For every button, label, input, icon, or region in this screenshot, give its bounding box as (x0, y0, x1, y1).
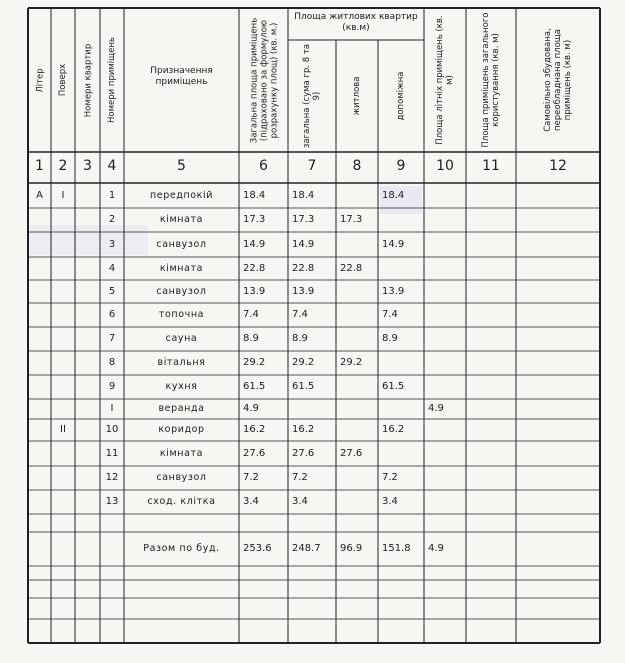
cell-aux: 61.5 (382, 381, 405, 392)
column-number: 4 (107, 158, 117, 174)
cell-name: коридор (158, 424, 205, 435)
cell-name: санвузол (156, 472, 207, 483)
cell-sum: 8.9 (292, 333, 308, 344)
cell-total: 22.8 (243, 262, 266, 274)
totals-aux: 151.8 (382, 543, 411, 554)
cell-total: 13.9 (243, 285, 266, 297)
cell-total: 14.9 (243, 238, 266, 250)
cell-name: санвузол (156, 238, 207, 250)
header-room-no: Номери приміщень (107, 37, 117, 123)
header-apartment-no: Номери квартир (82, 43, 93, 117)
cell-total: 18.4 (243, 189, 266, 201)
cell-total: 27.6 (243, 447, 266, 459)
column-number: 6 (259, 158, 268, 174)
header-liter: Літер (34, 67, 45, 93)
cell-sum: 7.2 (292, 472, 308, 483)
cell-sum: 61.5 (292, 381, 315, 392)
cell-name: кімната (159, 214, 204, 225)
cell-aux: 13.9 (382, 285, 405, 297)
column-number: 2 (58, 158, 68, 174)
cell-name: передпокій (149, 189, 214, 201)
header-unauthorized: Самовільно збудована, переобладнана площа приміщень (кв. м) (543, 28, 573, 132)
cell-liter: А (36, 189, 43, 201)
cell-aux: 7.4 (382, 309, 398, 320)
header-auxiliary: допоміжна (396, 71, 406, 121)
cell-sum: 22.8 (292, 262, 315, 274)
header-purpose: Призначення приміщень (150, 66, 213, 87)
cell-living: 27.6 (340, 447, 363, 459)
header-floor: Поверх (58, 63, 68, 97)
cell-room: 12 (105, 472, 119, 483)
header-living: житлова (352, 76, 362, 116)
cell-name: сход. клітка (147, 496, 216, 507)
cell-room: І (110, 403, 114, 414)
cell-name: санвузол (156, 285, 207, 297)
totals-summer: 4.9 (428, 543, 444, 554)
cell-total: 16.2 (243, 424, 266, 435)
cell-living: 17.3 (340, 214, 363, 225)
header-total-area: Загальна площа приміщень (підраховано за формулою розрахунку площ) (кв. м.) (248, 17, 279, 143)
cell-sum: 16.2 (292, 424, 315, 435)
header-total-sum: загальна (сума гр. 8 та 9) (302, 43, 322, 149)
cell-total: 7.4 (243, 309, 259, 320)
cell-sum: 14.9 (292, 238, 315, 250)
totals-label: Разом по буд. (143, 543, 220, 554)
header-summer: Площа літніх приміщень (кв. м) (435, 15, 455, 145)
cell-aux: 3.4 (382, 496, 398, 507)
cell-total: 61.5 (243, 381, 266, 392)
column-number: 8 (352, 158, 362, 174)
cell-total: 3.4 (243, 496, 259, 507)
header-living-group: Площа житлових квартир (кв.м) (294, 12, 418, 33)
cell-floor: ІІ (60, 424, 66, 435)
cell-room: 3 (108, 238, 116, 250)
cell-total: 17.3 (243, 214, 266, 225)
cell-room: 2 (108, 214, 116, 225)
cell-total: 29.2 (243, 357, 266, 368)
totals-sum: 248.7 (292, 543, 321, 554)
column-number: 12 (549, 158, 567, 174)
cell-name: кімната (159, 262, 204, 274)
cell-living: 22.8 (340, 262, 363, 274)
cell-sum: 27.6 (292, 447, 315, 459)
cell-total: 4.9 (243, 403, 259, 414)
column-number: 10 (436, 158, 454, 174)
cell-room: 5 (108, 285, 116, 297)
cell-room: 6 (108, 309, 116, 320)
cell-sum: 17.3 (292, 214, 315, 225)
cell-aux: 7.2 (382, 472, 398, 483)
column-number: 1 (35, 158, 44, 174)
cell-room: 7 (108, 333, 116, 344)
column-number: 9 (396, 158, 406, 174)
cell-room: 8 (108, 357, 116, 368)
cell-sum: 7.4 (292, 309, 308, 320)
column-number: 5 (177, 158, 186, 174)
cell-aux: 16.2 (382, 424, 405, 435)
cell-name: топочна (158, 309, 205, 320)
column-number: 7 (307, 158, 317, 174)
cell-floor: І (61, 189, 65, 201)
totals-living: 96.9 (340, 543, 363, 554)
header-common: Площа приміщень загального користування (кв. м) (481, 12, 501, 148)
cell-sum: 18.4 (292, 189, 315, 201)
cell-aux: 18.4 (382, 189, 405, 201)
cell-room: 13 (105, 496, 119, 507)
cell-sum: 29.2 (292, 357, 315, 368)
cell-name: вітальня (157, 357, 206, 368)
cell-total: 7.2 (243, 472, 259, 483)
cell-sum: 13.9 (292, 285, 315, 297)
cell-room: 1 (108, 189, 116, 201)
cell-room: 4 (108, 262, 116, 274)
cell-name: сауна (165, 333, 198, 344)
cell-summer: 4.9 (428, 403, 444, 414)
cell-total: 8.9 (243, 333, 259, 344)
column-number: 11 (482, 158, 500, 174)
cell-sum: 3.4 (292, 496, 308, 507)
cell-aux: 8.9 (382, 333, 398, 344)
cell-aux: 14.9 (382, 238, 405, 250)
cell-name: кухня (165, 381, 198, 392)
cell-living: 29.2 (340, 357, 363, 368)
column-number: 3 (83, 158, 92, 174)
cell-room: 11 (105, 447, 119, 459)
cell-room: 9 (108, 381, 116, 392)
cell-room: 10 (105, 424, 119, 435)
totals-total: 253.6 (243, 543, 272, 554)
cell-name: веранда (158, 403, 205, 414)
cell-name: кімната (159, 447, 204, 459)
